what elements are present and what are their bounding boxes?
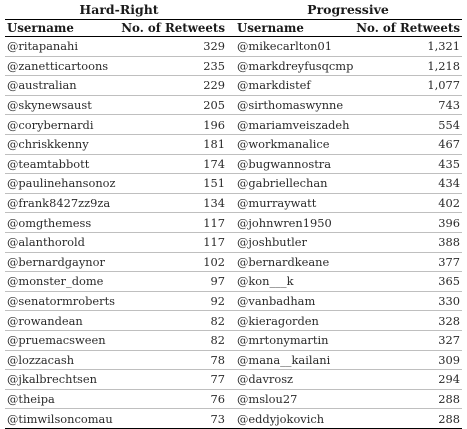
cell-username-hard-right: @timwilsoncomau: [5, 409, 103, 429]
cell-retweets-hard-right: 181: [103, 134, 231, 154]
cell-username-hard-right: @bernardgaynor: [5, 252, 103, 272]
cell-username-progressive: @bernardkeane: [231, 252, 341, 272]
cell-retweets-progressive: 388: [341, 232, 462, 252]
header-retweets-progressive: No. of Retweets: [341, 20, 462, 37]
cell-username-progressive: @mslou27: [231, 389, 341, 409]
table-header: [5, 20, 462, 37]
group-title-hard-right: Hard-Right: [79, 2, 159, 17]
cell-retweets-hard-right: 229: [103, 76, 231, 96]
group-titles-row: [5, 2, 462, 18]
cell-retweets-progressive: 467: [341, 134, 462, 154]
cell-username-progressive: @joshbutler: [231, 232, 341, 252]
header-username-hard-right: Username: [5, 20, 103, 37]
cell-retweets-progressive: 435: [341, 154, 462, 174]
cell-username-progressive: @markdistef: [231, 76, 341, 96]
cell-username-hard-right: @rowandean: [5, 311, 103, 331]
cell-retweets-progressive: 288: [341, 409, 462, 429]
cell-retweets-hard-right: 235: [103, 56, 231, 76]
cell-retweets-hard-right: 151: [103, 174, 231, 194]
cell-username-progressive: @murraywatt: [231, 193, 341, 213]
table-row: [5, 370, 462, 390]
cell-retweets-hard-right: 73: [103, 409, 231, 429]
cell-retweets-hard-right: 82: [103, 330, 231, 350]
cell-retweets-hard-right: 117: [103, 232, 231, 252]
cell-username-progressive: @markdreyfusqcmp: [231, 56, 341, 76]
cell-retweets-progressive: 377: [341, 252, 462, 272]
table-row: [5, 232, 462, 252]
cell-retweets-progressive: 434: [341, 174, 462, 194]
table-row: [5, 291, 462, 311]
table-row: [5, 134, 462, 154]
cell-retweets-hard-right: 174: [103, 154, 231, 174]
cell-username-hard-right: @senatormroberts: [5, 291, 103, 311]
table-body: [5, 37, 462, 429]
cell-username-progressive: @kieragorden: [231, 311, 341, 331]
cell-username-progressive: @mikecarlton01: [231, 37, 341, 57]
cell-username-progressive: @mana__kailani: [231, 350, 341, 370]
cell-retweets-progressive: 396: [341, 213, 462, 233]
table-row: [5, 37, 462, 57]
cell-retweets-hard-right: 76: [103, 389, 231, 409]
cell-username-hard-right: @ritapanahi: [5, 37, 103, 57]
cell-retweets-progressive: 288: [341, 389, 462, 409]
group-title-progressive: Progressive: [307, 2, 389, 17]
cell-retweets-hard-right: 205: [103, 95, 231, 115]
cell-username-hard-right: @frank8427zz9za: [5, 193, 103, 213]
table-row: [5, 311, 462, 331]
cell-retweets-hard-right: 77: [103, 370, 231, 390]
cell-retweets-hard-right: 92: [103, 291, 231, 311]
cell-retweets-progressive: 1,077: [341, 76, 462, 96]
cell-username-hard-right: @lozzacash: [5, 350, 103, 370]
cell-username-progressive: @sirthomaswynne: [231, 95, 341, 115]
cell-retweets-progressive: 365: [341, 272, 462, 292]
table-row: [5, 409, 462, 429]
cell-username-progressive: @mariamveiszadeh: [231, 115, 341, 135]
cell-username-hard-right: @alanthorold: [5, 232, 103, 252]
table-row: [5, 193, 462, 213]
cell-username-progressive: @vanbadham: [231, 291, 341, 311]
cell-retweets-progressive: 402: [341, 193, 462, 213]
cell-username-progressive: @davrosz: [231, 370, 341, 390]
cell-retweets-hard-right: 82: [103, 311, 231, 331]
cell-username-hard-right: @corybernardi: [5, 115, 103, 135]
header-row: [5, 20, 462, 37]
cell-retweets-hard-right: 117: [103, 213, 231, 233]
table-row: [5, 389, 462, 409]
header-retweets-hard-right: No. of Retweets: [103, 20, 231, 37]
table-row: [5, 350, 462, 370]
cell-username-hard-right: @teamtabbott: [5, 154, 103, 174]
table-row: [5, 56, 462, 76]
cell-retweets-progressive: 1,218: [341, 56, 462, 76]
table-row: [5, 76, 462, 96]
cell-retweets-progressive: 309: [341, 350, 462, 370]
cell-username-hard-right: @theipa: [5, 389, 103, 409]
cell-retweets-progressive: 328: [341, 311, 462, 331]
cell-username-progressive: @bugwannostra: [231, 154, 341, 174]
cell-retweets-progressive: 330: [341, 291, 462, 311]
cell-username-hard-right: @pruemacsween: [5, 330, 103, 350]
cell-username-hard-right: @omgthemess: [5, 213, 103, 233]
header-username-progressive: Username: [231, 20, 341, 37]
table-row: [5, 213, 462, 233]
cell-username-hard-right: @australian: [5, 76, 103, 96]
cell-username-hard-right: @chriskkenny: [5, 134, 103, 154]
table-row: [5, 115, 462, 135]
cell-username-progressive: @kon___k: [231, 272, 341, 292]
table-row: [5, 330, 462, 350]
cell-username-progressive: @gabriellechan: [231, 174, 341, 194]
table-row: [5, 272, 462, 292]
cell-retweets-hard-right: 97: [103, 272, 231, 292]
cell-username-hard-right: @monster_dome: [5, 272, 103, 292]
cell-retweets-hard-right: 329: [103, 37, 231, 57]
table-row: [5, 252, 462, 272]
cell-retweets-hard-right: 134: [103, 193, 231, 213]
cell-username-hard-right: @zanetticartoons: [5, 56, 103, 76]
table-row: [5, 154, 462, 174]
cell-retweets-progressive: 1,321: [341, 37, 462, 57]
cell-username-progressive: @johnwren1950: [231, 213, 341, 233]
cell-retweets-progressive: 554: [341, 115, 462, 135]
cell-username-progressive: @workmanalice: [231, 134, 341, 154]
cell-retweets-hard-right: 102: [103, 252, 231, 272]
retweets-table: [5, 19, 462, 429]
cell-retweets-hard-right: 196: [103, 115, 231, 135]
cell-username-progressive: @mrtonymartin: [231, 330, 341, 350]
cell-username-hard-right: @jkalbrechtsen: [5, 370, 103, 390]
cell-username-hard-right: @paulinehansonoz: [5, 174, 103, 194]
cell-retweets-hard-right: 78: [103, 350, 231, 370]
cell-retweets-progressive: 743: [341, 95, 462, 115]
cell-retweets-progressive: 294: [341, 370, 462, 390]
table-row: [5, 95, 462, 115]
cell-username-progressive: @eddyjokovich: [231, 409, 341, 429]
cell-retweets-progressive: 327: [341, 330, 462, 350]
cell-username-hard-right: @skynewsaust: [5, 95, 103, 115]
table-row: [5, 174, 462, 194]
